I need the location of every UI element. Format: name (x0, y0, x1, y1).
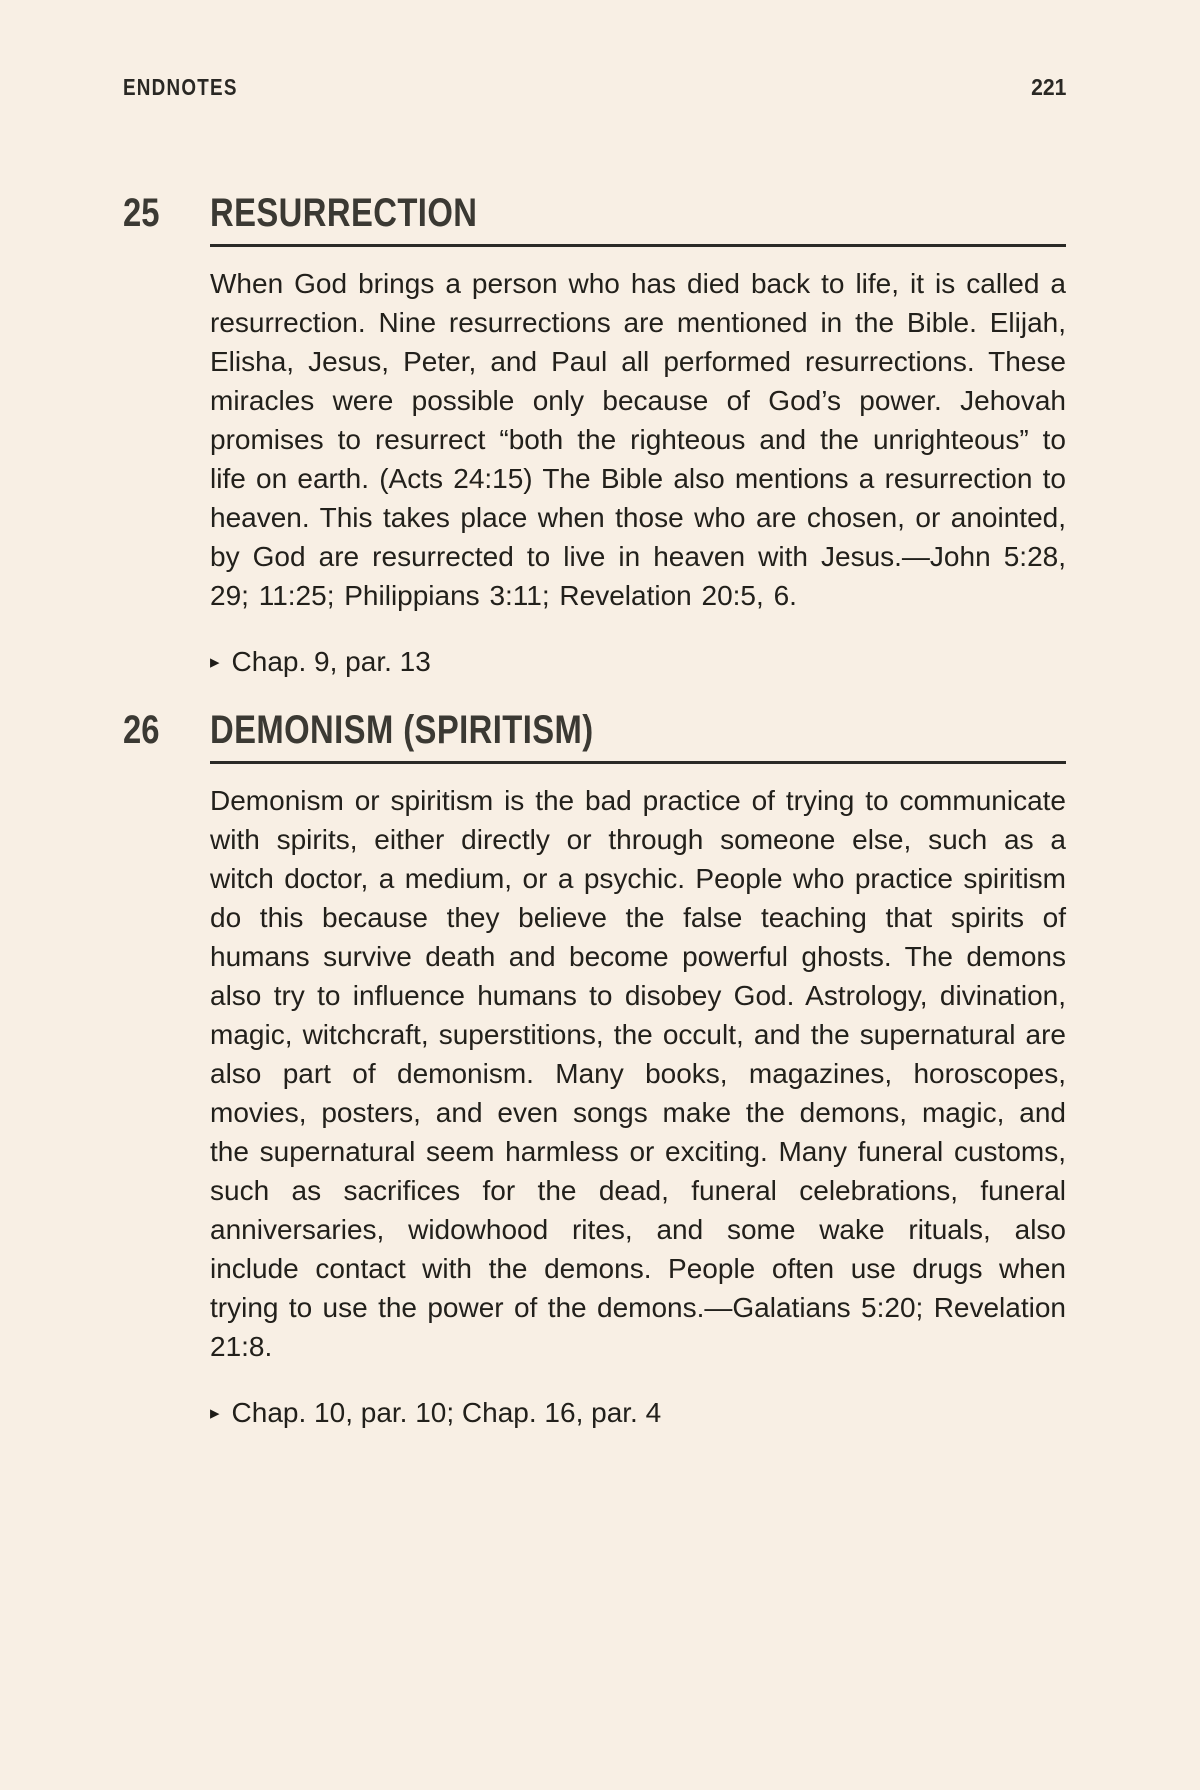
section-heading-rule (210, 244, 1066, 247)
section-number (123, 709, 210, 751)
section-heading (123, 192, 1066, 247)
book-page (0, 74, 1200, 1790)
section-body-paragraph: Demonism or spiritism is the bad practice of trying to communicate with spirits, either directly or through someone else, such as a witch doctor, a medium, or a psychic. People who practice spiritism do this because they believe the false teaching that spirits of humans survive death and become powerful ghosts. The demons also try to influence humans to disobey God. Astrology, divination, magic, witchcraft, superstitions, the occult, and the supernatural are also part of demonism. Many books, magazines, horoscopes, movies, posters, and even songs make the demons, magic, and the supernatural seem harmless or exciting. Many funeral customs, such as sacrifices for the dead, funeral celebrations, funeral anniversaries, widowhood rites, and some wake rituals, also include contact with the demons. People often use drugs when trying to use the power of the demons.—Galatians 5:20; Revelation 21:8. (210, 785, 1066, 1362)
section-body-paragraph: When God brings a person who has died back to life, it is called a resurrection. Nine resurrections are mentioned in the Bible. Elijah, Elisha, Jesus, Peter, and Paul all performed resurrections. These miracles were possible only because of God’s power. Jehovah promises to resurrect “both the righteous and the unrighteous” to life on earth. (Acts 24:15) The Bible also mentions a resurrection to heaven. This takes place when those who are chosen, or anointed, by God are resurrected to live in heaven with Jesus.—John 5:28, 29; 11:25; Philippians 3:11; Revelation 20:5, 6. (210, 268, 1066, 611)
section-content (210, 781, 1066, 1430)
section-content (210, 264, 1066, 679)
section-number-text: 26 (123, 708, 160, 752)
section-number (123, 192, 210, 234)
chapter-reference-text: Chap. 10, par. 10; Chap. 16, par. 4 (231, 1397, 662, 1428)
section-heading (123, 709, 1066, 764)
section-number-text: 25 (123, 191, 160, 235)
endnote-section-resurrection (123, 192, 1066, 679)
section-heading-rule (210, 761, 1066, 764)
chapter-reference-text: Chap. 9, par. 13 (231, 646, 431, 677)
running-header-title: ENDNOTES (123, 74, 238, 100)
section-title (210, 709, 1066, 751)
page-number: 221 (1030, 74, 1066, 100)
running-header (123, 74, 1066, 101)
triangle-bullet-icon: ▸ (210, 1403, 220, 1424)
section-title-text: DEMONISM (SPIRITISM) (210, 708, 594, 752)
chapter-reference-line (210, 1396, 1066, 1430)
section-title (210, 192, 1066, 234)
section-title-text: RESURRECTION (210, 191, 478, 235)
triangle-bullet-icon: ▸ (210, 652, 220, 673)
chapter-reference-line (210, 645, 1066, 679)
endnote-section-demonism (123, 709, 1066, 1430)
